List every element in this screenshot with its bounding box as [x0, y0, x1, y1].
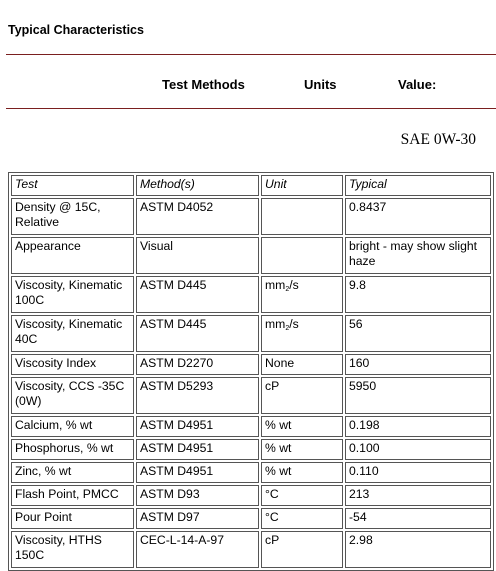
method-cell: Visual: [136, 237, 259, 274]
typical-cell: 0.110: [345, 462, 491, 483]
unit-cell: cP: [261, 377, 343, 414]
typical-cell: 0.100: [345, 439, 491, 460]
test-cell: Viscosity, Kinematic 40C: [11, 315, 134, 352]
column-header: Method(s): [136, 175, 259, 196]
unit-cell: [261, 276, 343, 313]
method-cell: ASTM D2270: [136, 354, 259, 375]
method-cell: ASTM D4052: [136, 198, 259, 235]
divider-top: [6, 54, 496, 55]
table-row: [11, 237, 491, 274]
method-cell: ASTM D445: [136, 276, 259, 313]
column-header: Typical: [345, 175, 491, 196]
typical-cell: 9.8: [345, 276, 491, 313]
test-cell: Phosphorus, % wt: [11, 439, 134, 460]
table-row: [11, 485, 491, 506]
unit-main: mm: [265, 278, 286, 292]
typical-cell: 5950: [345, 377, 491, 414]
typical-cell: 0.8437: [345, 198, 491, 235]
typical-cell: 0.198: [345, 416, 491, 437]
unit-cell: cP: [261, 531, 343, 568]
unit-main: mm: [265, 317, 286, 331]
section-title: Typical Characteristics: [8, 23, 144, 37]
method-cell: ASTM D97: [136, 508, 259, 529]
unit-subscript: 2: [285, 325, 290, 332]
typical-cell: -54: [345, 508, 491, 529]
divider-bottom: [6, 108, 496, 109]
test-cell: Calcium, % wt: [11, 416, 134, 437]
test-cell: Viscosity, Kinematic 100C: [11, 276, 134, 313]
test-cell: Pour Point: [11, 508, 134, 529]
test-cell: Zinc, % wt: [11, 462, 134, 483]
unit-tail: /s: [289, 278, 299, 292]
unit-cell: % wt: [261, 416, 343, 437]
header-units: Units: [304, 77, 337, 92]
table-row: [11, 377, 491, 414]
table-header-row: [11, 175, 491, 196]
typical-cell: 213: [345, 485, 491, 506]
test-cell: Flash Point, PMCC: [11, 485, 134, 506]
unit-tail: /s: [289, 317, 299, 331]
test-cell: Viscosity, CCS -35C (0W): [11, 377, 134, 414]
table-row: [11, 462, 491, 483]
test-cell: Viscosity, HTHS 150C: [11, 531, 134, 568]
typical-cell: 160: [345, 354, 491, 375]
table-row: [11, 416, 491, 437]
grade-label: SAE 0W-30: [400, 131, 476, 148]
column-header: Test: [11, 175, 134, 196]
unit-cell: [261, 315, 343, 352]
typical-cell: 2.98: [345, 531, 491, 568]
header-value: Value:: [398, 77, 437, 92]
test-cell: Density @ 15C, Relative: [11, 198, 134, 235]
unit-cell: °C: [261, 508, 343, 529]
unit-cell: % wt: [261, 462, 343, 483]
method-cell: ASTM D5293: [136, 377, 259, 414]
method-cell: ASTM D93: [136, 485, 259, 506]
test-cell: Appearance: [11, 237, 134, 274]
unit-cell: [261, 198, 343, 235]
column-header: Unit: [261, 175, 343, 196]
header-test-methods: Test Methods: [162, 77, 245, 92]
table-row: [11, 531, 491, 568]
table-row: [11, 276, 491, 313]
table-row: [11, 354, 491, 375]
method-cell: CEC-L-14-A-97: [136, 531, 259, 568]
method-cell: ASTM D4951: [136, 439, 259, 460]
method-cell: ASTM D4951: [136, 462, 259, 483]
typical-cell: 56: [345, 315, 491, 352]
typical-cell: bright - may show slight haze: [345, 237, 491, 274]
unit-cell: None: [261, 354, 343, 375]
test-cell: Viscosity Index: [11, 354, 134, 375]
characteristics-table: [8, 172, 494, 571]
table-row: [11, 198, 491, 235]
table-row: [11, 508, 491, 529]
unit-cell: °C: [261, 485, 343, 506]
method-cell: ASTM D4951: [136, 416, 259, 437]
unit-subscript: 2: [285, 286, 290, 293]
method-cell: ASTM D445: [136, 315, 259, 352]
unit-cell: [261, 237, 343, 274]
table-row: [11, 315, 491, 352]
table-row: [11, 439, 491, 460]
unit-cell: % wt: [261, 439, 343, 460]
